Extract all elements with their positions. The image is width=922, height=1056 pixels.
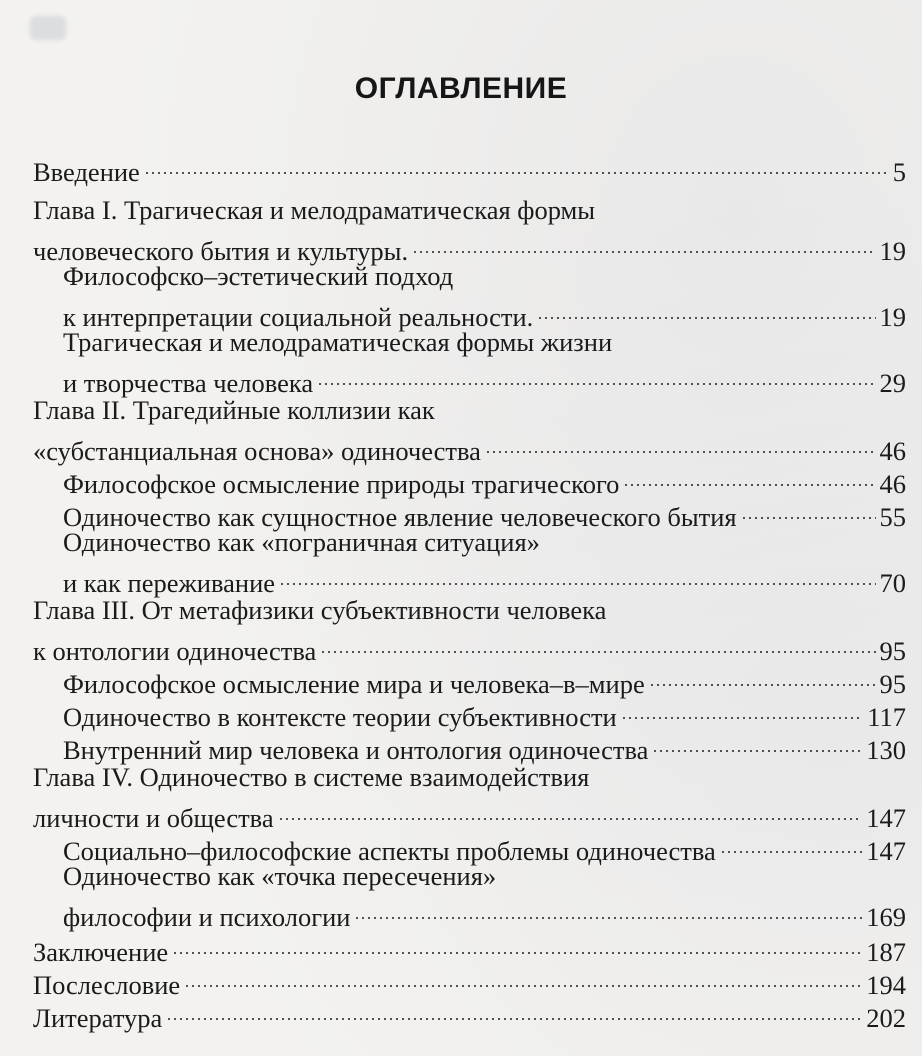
toc-chapter-title-line1: Глава I. Трагическая и мелодраматическая формы (33, 195, 596, 225)
dot-leader (621, 693, 863, 726)
toc-chapter-heading (33, 761, 906, 794)
dot-leader (279, 559, 875, 592)
toc-entry-title: Введение (33, 157, 140, 187)
toc-chapter-heading (33, 394, 906, 427)
dot-leader (652, 726, 862, 759)
toc-chapter-heading (33, 594, 906, 627)
dot-leader (412, 227, 875, 260)
dot-leader (741, 493, 876, 526)
dot-leader (537, 293, 875, 326)
toc-entry-chapter-3 (33, 627, 906, 666)
toc-entry-title: Послесловие (33, 970, 181, 1000)
toc-entry-title: Заключение (33, 937, 169, 967)
toc-page-number: 147 (866, 836, 906, 866)
dot-leader (649, 660, 876, 693)
toc-section-title-line1: Философско–эстетический подход (63, 261, 454, 291)
toc-page-number: 19 (879, 302, 906, 332)
toc-chapter-heading (33, 194, 906, 227)
toc-entry-chapter-4 (33, 794, 906, 833)
toc-entry-section (63, 493, 906, 532)
dot-leader (720, 827, 862, 860)
dot-leader (166, 994, 862, 1027)
toc-page-number: 46 (879, 469, 906, 499)
bleed-through-mark (30, 16, 66, 40)
toc-chapter-title-line1: Глава II. Трагедийные коллизии как (33, 395, 435, 425)
toc-entry-chapter-1 (33, 227, 906, 266)
toc-page-number: 95 (879, 636, 906, 666)
toc-entry-bibliography (33, 994, 906, 1033)
toc-entry-chapter-2 (33, 427, 906, 466)
dot-leader (144, 148, 889, 181)
toc-page-number: 202 (866, 1003, 906, 1033)
toc-entry-section (63, 293, 906, 332)
toc-entry-section (63, 726, 906, 765)
toc-page-number: 55 (879, 502, 906, 532)
toc-section-heading (63, 526, 906, 559)
toc-entry-section (63, 359, 906, 398)
toc-entry-title: и как переживание (63, 568, 276, 598)
dot-leader (354, 893, 862, 926)
dot-leader (320, 627, 875, 660)
toc-page-number: 95 (879, 669, 906, 699)
toc-entry-section (63, 460, 906, 499)
dot-leader (317, 359, 875, 392)
toc-entry-title: к интерпретации социальной реальности. (63, 302, 534, 332)
toc-entry-section (63, 827, 906, 866)
toc-entry-title: личности и общества (33, 803, 274, 833)
toc-entry-title: Одиночество как сущностное явление человеческого бытия (63, 502, 737, 532)
toc-entry-title: философии и психологии (63, 902, 351, 932)
dot-leader (172, 928, 862, 961)
toc-entry-introduction (33, 148, 906, 187)
toc-section-title-line1: Одиночество как «пограничная ситуация» (63, 527, 540, 557)
toc-chapter-title-line1: Глава IV. Одиночество в системе взаимодействия (33, 762, 590, 792)
toc-section-title-line1: Одиночество как «точка пересечения» (63, 861, 497, 891)
toc-page-number: 46 (879, 436, 906, 466)
toc-page-number: 5 (892, 157, 906, 187)
toc-entry-title: Внутренний мир человека и онтология одиночества (63, 735, 649, 765)
page-title: ОГЛАВЛЕНИЕ (354, 72, 568, 105)
toc-page-number: 29 (879, 368, 906, 398)
toc-section-title-line1: Трагическая и мелодраматическая формы жизни (63, 327, 613, 357)
toc-entry-title: к онтологии одиночества (33, 636, 317, 666)
toc-entry-section (63, 559, 906, 598)
toc-entry-title: Литература (33, 1003, 163, 1033)
toc-section-heading (63, 260, 906, 293)
toc-entry-section (63, 893, 906, 932)
toc-section-heading (63, 860, 906, 893)
toc-entry-title: и творчества человека (63, 368, 314, 398)
toc-page-number: 19 (879, 236, 906, 266)
toc-page-number: 70 (879, 568, 906, 598)
toc-page-number: 117 (867, 702, 906, 732)
toc-entry-section (63, 693, 906, 732)
toc-entry-afterword (33, 961, 906, 1000)
toc-page-number: 187 (866, 937, 906, 967)
toc-entry-title: Философское осмысление природы трагического (63, 469, 620, 499)
dot-leader (485, 427, 876, 460)
toc-page-number: 147 (866, 803, 906, 833)
dot-leader (184, 961, 862, 994)
dot-leader (278, 794, 863, 827)
toc-page-number: 194 (866, 970, 906, 1000)
toc-page-number: 169 (866, 902, 906, 932)
toc-entry-title: Одиночество в контексте теории субъективности (63, 702, 617, 732)
toc-page-number: 130 (866, 735, 906, 765)
toc-chapter-title-line1: Глава III. От метафизики субъективности человека (33, 595, 607, 625)
toc-entry-conclusion (33, 928, 906, 967)
toc-entry-title: Социально–философские аспекты проблемы одиночества (63, 836, 716, 866)
toc-entry-title: «субстанциальная основа» одиночества (33, 436, 481, 466)
toc-entry-section (63, 660, 906, 699)
dot-leader (623, 460, 875, 493)
toc-entry-title: человеческого бытия и культуры. (33, 236, 409, 266)
toc-entry-title: Философское осмысление мира и человека–в–мире (63, 669, 645, 699)
toc-section-heading (63, 326, 906, 359)
